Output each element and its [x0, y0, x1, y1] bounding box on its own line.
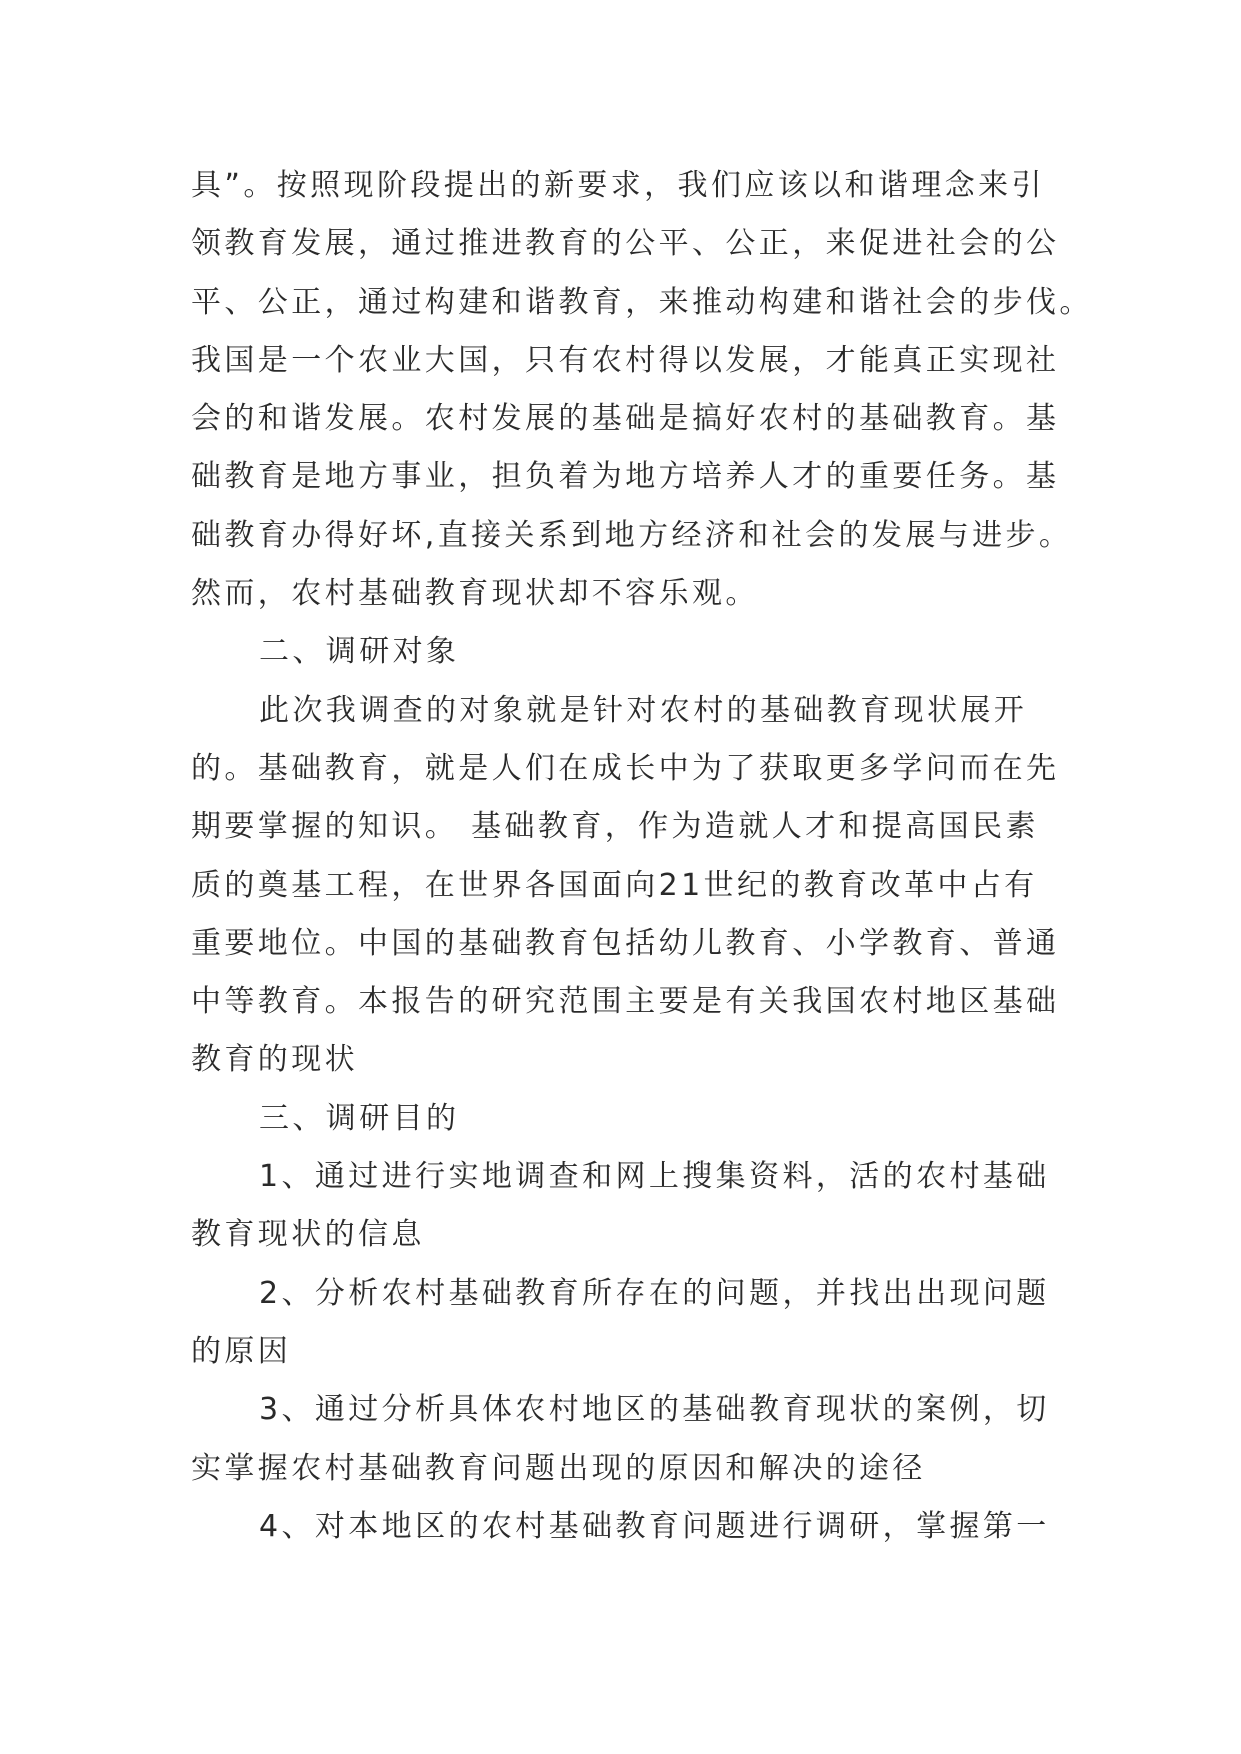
- text-line: 领教育发展，通过推进教育的公平、公正，来促进社会的公: [191, 226, 1060, 262]
- section-heading-survey-subject: 二、调研对象: [259, 634, 460, 670]
- text-line: 重要地位。中国的基础教育包括幼儿教育、小学教育、普通: [191, 925, 1060, 961]
- list-item-2: 2、分析农村基础教育所存在的问题，并找出出现问题: [259, 1275, 1050, 1311]
- text-line: 然而，农村基础教育现状却不容乐观。: [191, 576, 759, 612]
- text-line: 中等教育。本报告的研究范围主要是有关我国农村地区基础: [191, 984, 1060, 1020]
- list-item-1: 1、通过进行实地调查和网上搜集资料，活的农村基础: [259, 1159, 1050, 1195]
- text-line: 会的和谐发展。农村发展的基础是搞好农村的基础教育。基: [191, 401, 1060, 437]
- text-line: 期要掌握的知识。 基础教育，作为造就人才和提高国民素: [191, 809, 1039, 845]
- text-line: 具”。按照现阶段提出的新要求，我们应该以和谐理念来引: [191, 168, 1045, 203]
- text-line: 教育的现状: [191, 1042, 358, 1078]
- text-line: 教育现状的信息: [191, 1217, 425, 1253]
- text-line: 我国是一个农业大国，只有农村得以发展，才能真正实现社: [191, 342, 1060, 378]
- text-line: 此次我调查的对象就是针对农村的基础教育现状展开: [259, 692, 1028, 728]
- document-body-text: [191, 157, 1093, 1556]
- text-line: 的。基础教育，就是人们在成长中为了获取更多学问而在先: [191, 750, 1060, 786]
- text-line: 平、公正，通过构建和谐教育，来推动构建和谐社会的步伐。: [191, 284, 1093, 320]
- text-line: 质的奠基工程，在世界各国面向21世纪的教育改革中占有: [191, 867, 1038, 903]
- section-heading-survey-purpose: 三、调研目的: [259, 1100, 460, 1136]
- text-line: 实掌握农村基础教育问题出现的原因和解决的途径: [191, 1450, 926, 1486]
- list-item-4: 4、对本地区的农村基础教育问题进行调研，掌握第一: [259, 1508, 1050, 1544]
- text-line: 的原因: [191, 1333, 292, 1369]
- list-item-3: 3、通过分析具体农村地区的基础教育现状的案例，切: [259, 1392, 1050, 1428]
- text-line: 础教育办得好坏,直接关系到地方经济和社会的发展与进步。: [191, 517, 1073, 553]
- text-line: 础教育是地方事业，担负着为地方培养人才的重要任务。基: [191, 459, 1060, 495]
